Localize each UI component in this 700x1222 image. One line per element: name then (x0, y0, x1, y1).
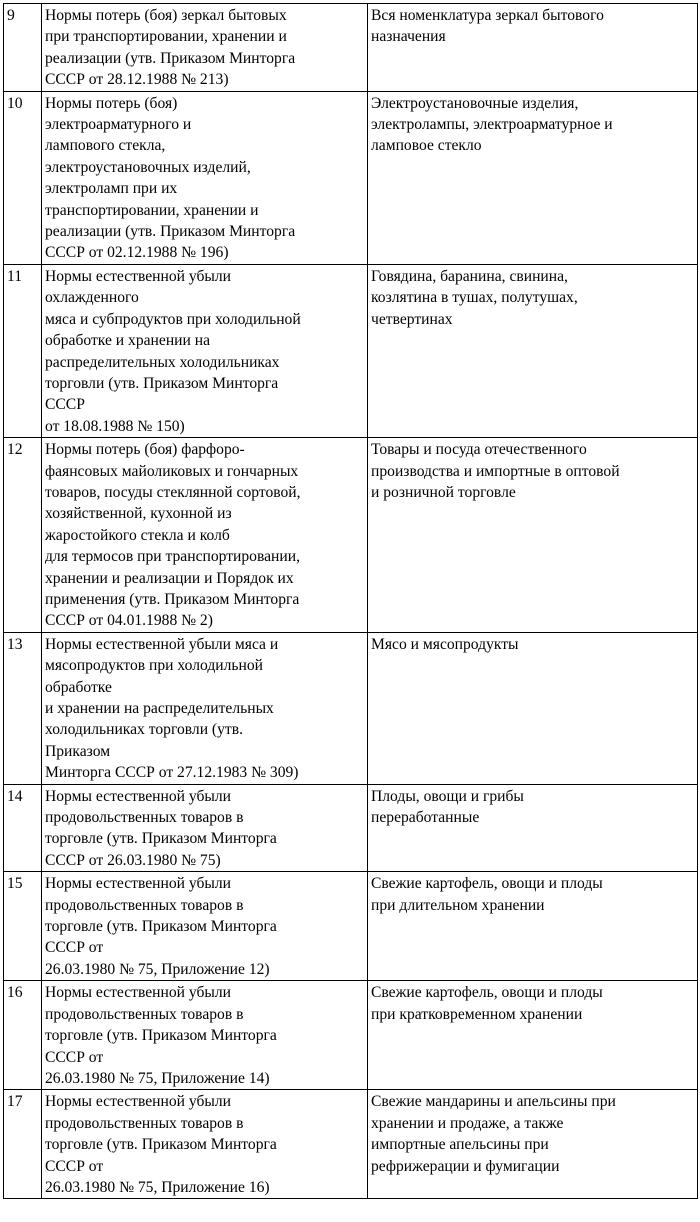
table-row (4, 264, 698, 437)
norm-document-line: обработке и хранении на (45, 332, 211, 350)
norm-document-cell (42, 264, 368, 437)
goods-line: козлятина в тушах, полутушах, (371, 289, 578, 307)
goods-cell (368, 632, 698, 784)
norm-document-line: СССР от (45, 939, 104, 957)
norm-document-cell (42, 438, 368, 633)
norm-document-line: торговле (утв. Приказом Минторга (45, 830, 277, 848)
norm-document-line: СССР от 28.12.1988 № 213) (45, 71, 229, 89)
row-number: 14 (4, 784, 42, 872)
goods-cell (368, 1090, 698, 1199)
row-number: 17 (4, 1090, 42, 1199)
goods-line: Свежие картофель, овощи и плоды (371, 984, 603, 1002)
norm-document-line: Приказом (45, 742, 111, 760)
norm-document-cell (42, 4, 368, 92)
table-row (4, 981, 698, 1090)
norm-document-line: обработке (45, 678, 112, 696)
norm-document-cell (42, 981, 368, 1090)
norm-document-line: продовольственных товаров в (45, 1114, 244, 1132)
norm-document-line: хозяйственной, кухонной из (45, 505, 232, 523)
norm-document-line: СССР от (45, 1157, 104, 1175)
norm-document-line: Нормы потерь (боя) фарфоро- (45, 441, 245, 459)
row-number: 13 (4, 632, 42, 784)
norm-document-line: товаров, посуды стеклянной сортовой, (45, 483, 301, 501)
norm-document-line: 26.03.1980 № 75, Приложение 16) (45, 1178, 270, 1196)
norm-document-line: СССР от 04.01.1988 № 2) (45, 612, 213, 630)
norm-document-line: и хранении на распределительных (45, 700, 274, 717)
goods-line: переработанные (371, 809, 480, 827)
norm-document-line: электроустановочных изделий, (45, 158, 251, 176)
norm-document-line: реализации (утв. Приказом Минторга (45, 223, 296, 241)
norm-document-line: от 18.08.1988 № 150) (45, 417, 185, 435)
goods-line: производства и импортные в оптовой (371, 462, 620, 480)
norm-document-line: хранении и реализации и Порядок их (45, 569, 294, 587)
goods-line: Электроустановочные изделия, (371, 94, 579, 112)
norm-document-line: Нормы потерь (боя) (45, 94, 178, 112)
norm-document-cell (42, 632, 368, 784)
table-row (4, 91, 698, 264)
norm-document-line: торговле (утв. Приказом Минторга (45, 1136, 277, 1154)
norm-document-line: фаянсовых майоликовых и гончарных (45, 462, 299, 480)
goods-cell (368, 4, 698, 92)
row-number: 12 (4, 438, 42, 633)
goods-cell (368, 264, 698, 437)
goods-line: Свежие мандарины и апельсины при (371, 1093, 616, 1111)
goods-line: Вся номенклатура зеркал бытового (371, 7, 604, 24)
norm-document-line: торговли (утв. Приказом Минторга (45, 374, 279, 392)
goods-cell (368, 872, 698, 981)
goods-line: рефрижерации и фумигации (371, 1157, 560, 1175)
norm-document-line: СССР (45, 396, 85, 414)
norm-document-line: 26.03.1980 № 75, Приложение 14) (45, 1069, 270, 1087)
norm-document-line: СССР от (45, 1048, 104, 1066)
norm-document-line: лампового стекла, (45, 137, 166, 155)
goods-cell (368, 438, 698, 633)
norm-document-line: продовольственных товаров в (45, 896, 244, 914)
norm-document-line: при транспортировании, хранении и (45, 28, 287, 46)
norm-document-line: Нормы естественной убыли (45, 787, 232, 805)
norms-table (3, 3, 698, 1199)
norm-document-line: Нормы естественной убыли (45, 984, 232, 1002)
norm-document-line: реализации (утв. Приказом Минторга (45, 49, 296, 67)
table-row (4, 784, 698, 872)
table-row (4, 1090, 698, 1199)
table-row (4, 438, 698, 633)
goods-cell (368, 981, 698, 1090)
goods-line: при кратковременном хранении (371, 1005, 583, 1023)
norm-document-cell (42, 1090, 368, 1199)
goods-line: Товары и посуда отечественного (371, 441, 587, 459)
goods-line: электролампы, электроарматурное и (371, 116, 613, 134)
goods-cell (368, 91, 698, 264)
norm-document-line: электроарматурного и (45, 116, 192, 134)
norm-document-line: Нормы естественной убыли (45, 875, 232, 893)
row-number: 11 (4, 264, 42, 437)
row-number: 9 (4, 4, 42, 92)
goods-line: хранении и продаже, а также (371, 1114, 564, 1132)
norm-document-line: продовольственных товаров в (45, 1005, 244, 1023)
norm-document-line: охлажденного (45, 289, 139, 307)
goods-line: Свежие картофель, овощи и плоды (371, 875, 603, 893)
norm-document-line: Нормы естественной убыли (45, 267, 232, 285)
goods-line: при длительном хранении (371, 896, 545, 914)
row-number: 15 (4, 872, 42, 981)
norms-table-body (4, 4, 698, 1199)
norm-document-line: электроламп при их (45, 180, 178, 198)
goods-line: назначения (371, 28, 446, 46)
norm-document-line: Нормы естественной убыли (45, 1093, 232, 1111)
row-number: 16 (4, 981, 42, 1090)
goods-line: Говядина, баранина, свинина, (371, 267, 568, 285)
goods-line: импортные апельсины при (371, 1136, 549, 1154)
norm-document-line: для термосов при транспортировании, (45, 548, 300, 566)
norm-document-cell (42, 784, 368, 872)
norm-document-line: продовольственных товаров в (45, 809, 244, 827)
norm-document-line: транспортировании, хранении и (45, 201, 259, 219)
goods-line: Мясо и мясопродукты (371, 635, 519, 653)
norm-document-line: распределительных холодильниках (45, 353, 280, 371)
goods-line: и розничной торговле (371, 483, 516, 501)
table-row (4, 872, 698, 981)
row-number: 10 (4, 91, 42, 264)
goods-cell (368, 784, 698, 872)
norm-document-line: 26.03.1980 № 75, Приложение 12) (45, 960, 270, 978)
norm-document-line: СССР от 26.03.1980 № 75) (45, 851, 221, 869)
table-row (4, 4, 698, 92)
norm-document-line: Нормы потерь (боя) зеркал бытовых (45, 7, 287, 24)
norm-document-cell (42, 872, 368, 981)
norm-document-cell (42, 91, 368, 264)
norm-document-line: жаростойкого стекла и колб (45, 526, 230, 544)
table-row (4, 632, 698, 784)
goods-line: Плоды, овощи и грибы (371, 787, 524, 805)
norm-document-line: Минторга СССР от 27.12.1983 № 309) (45, 764, 299, 782)
norm-document-line: СССР от 02.12.1988 № 196) (45, 244, 229, 262)
goods-line: четвертинах (371, 310, 453, 328)
norm-document-line: торговле (утв. Приказом Минторга (45, 918, 277, 936)
norm-document-line: мяса и субпродуктов при холодильной (45, 310, 301, 328)
goods-line: ламповое стекло (371, 137, 482, 155)
norm-document-line: мясопродуктов при холодильной (45, 657, 263, 675)
norm-document-line: холодильниках торговли (утв. (45, 721, 243, 739)
norm-document-line: применения (утв. Приказом Минторга (45, 590, 300, 608)
norm-document-line: Нормы естественной убыли мяса и (45, 635, 279, 653)
norm-document-line: торговле (утв. Приказом Минторга (45, 1027, 277, 1045)
